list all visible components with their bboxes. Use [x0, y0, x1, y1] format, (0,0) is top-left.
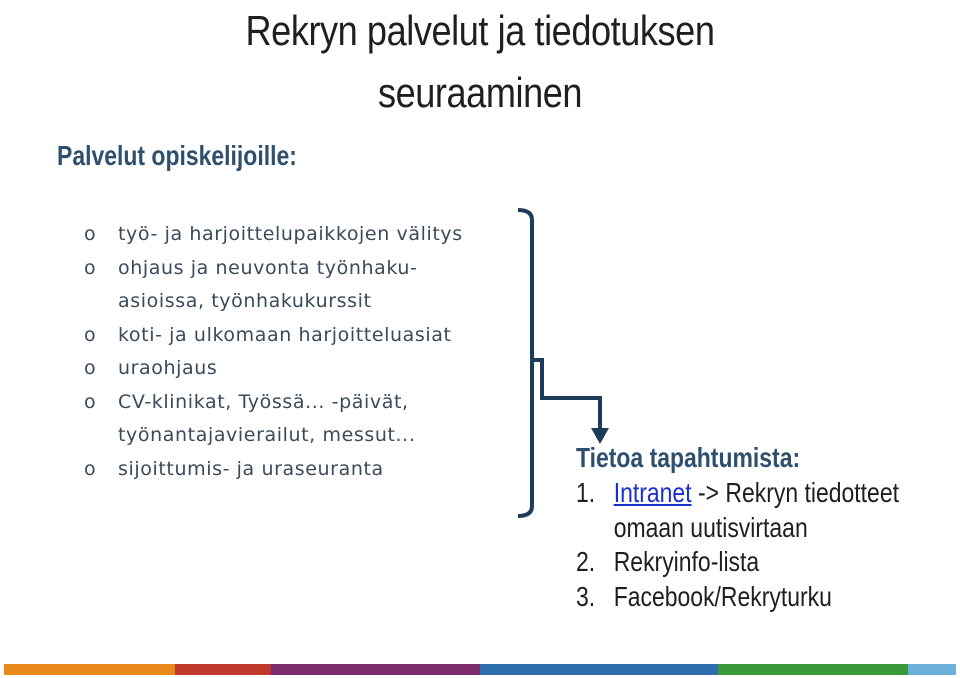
- stripe-segment: [271, 664, 480, 675]
- list-item-text: ohjaus ja neuvonta työnhaku-: [118, 256, 418, 279]
- list-item: [84, 218, 524, 252]
- stripe-segment: [175, 664, 270, 675]
- list-item: [84, 386, 524, 453]
- stripe-segment: [908, 664, 956, 675]
- list-item-text: työ- ja harjoittelupaikkojen välitys: [118, 223, 463, 245]
- slide-title: [196, 0, 764, 124]
- slide-title-line-2: seuraaminen: [377, 69, 583, 116]
- list-item-text: uraohjaus: [118, 357, 218, 379]
- bullet-icon: o: [84, 256, 97, 279]
- bullet-icon: o: [84, 390, 97, 413]
- list-item: [84, 453, 524, 487]
- list-item-text-continued: työnantajavierailut, messut...: [118, 424, 416, 446]
- list-number: 1.: [576, 477, 596, 508]
- list-item-text: Facebook/Rekryturku: [613, 580, 832, 612]
- intranet-link[interactable]: Intranet: [613, 477, 692, 508]
- info-heading: Tietoa tapahtumista:: [576, 442, 801, 473]
- services-heading: Palvelut opiskelijoille:: [57, 140, 297, 171]
- list-item-text-continued: omaan uutisvirtaan: [613, 511, 808, 543]
- list-item-text: sijoittumis- ja uraseuranta: [118, 457, 384, 480]
- list-item-text: CV-klinikat, Työssä... -päivät,: [118, 390, 409, 413]
- list-item: [576, 545, 888, 580]
- bullet-icon: o: [84, 357, 97, 379]
- list-item-text-continued: asioissa, työnhakukurssit: [118, 290, 372, 312]
- list-number: 2.: [576, 546, 596, 577]
- stripe-segment: [4, 664, 175, 675]
- list-item: [576, 580, 888, 615]
- footer-color-stripe: [4, 664, 956, 675]
- list-item: [84, 352, 524, 386]
- slide-title-line-1: Rekryn palvelut ja tiedotuksen: [245, 7, 715, 54]
- list-item-text: Rekryinfo-lista: [613, 546, 760, 577]
- list-item-text: -> Rekryn tiedotteet: [691, 477, 899, 508]
- info-list: [576, 476, 956, 614]
- bullet-icon: o: [84, 457, 97, 480]
- stripe-segment: [718, 664, 908, 675]
- list-item: [84, 252, 524, 319]
- list-number: 3.: [576, 580, 596, 612]
- stripe-segment: [480, 664, 718, 675]
- bullet-icon: o: [84, 323, 97, 346]
- list-item: [84, 319, 524, 353]
- list-item-text: koti- ja ulkomaan harjoitteluasiat: [118, 323, 452, 346]
- list-item: [576, 476, 899, 545]
- services-list: [84, 218, 524, 486]
- info-panel: [576, 440, 956, 614]
- bullet-icon: o: [84, 223, 97, 245]
